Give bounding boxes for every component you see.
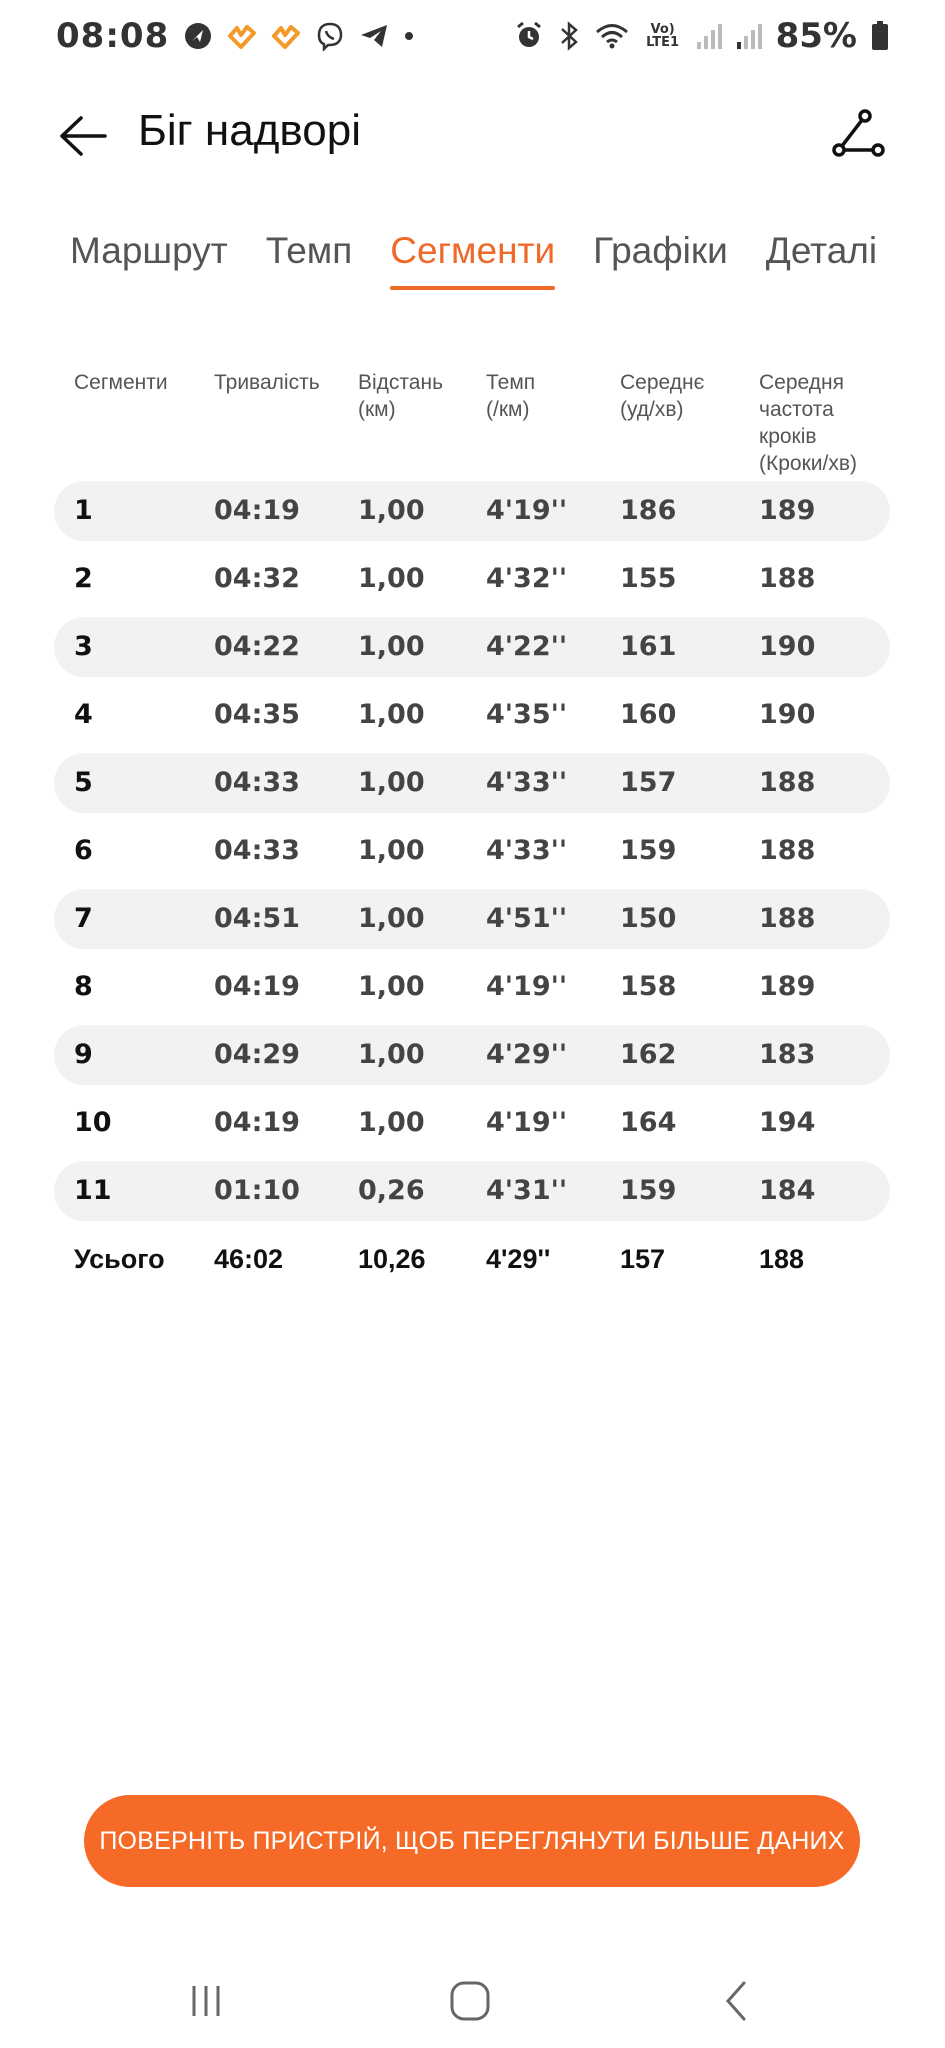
lte-icon <box>644 23 682 49</box>
cell-distance: 0,26 <box>358 1175 425 1206</box>
cell-duration: 04:29 <box>214 1039 300 1070</box>
cell-distance: 1,00 <box>358 903 425 934</box>
table-row <box>54 1025 890 1085</box>
cell-segment: 3 <box>74 631 93 662</box>
cell-heart-rate: 150 <box>620 903 677 934</box>
recent-apps-icon <box>186 1981 226 2026</box>
total-heart-rate: 157 <box>620 1244 666 1274</box>
segments-table <box>54 365 890 1297</box>
cell-distance: 1,00 <box>358 563 425 594</box>
rotate-device-button[interactable]: ПОВЕРНІТЬ ПРИСТРІЙ, ЩОБ ПЕРЕГЛЯНУТИ БІЛЬШЕ ДАНИХ <box>84 1795 860 1887</box>
table-header <box>54 365 890 481</box>
column-header-pace: Темп (/км) <box>486 371 536 421</box>
cell-duration: 04:33 <box>214 767 300 798</box>
recent-apps-button[interactable] <box>176 1978 236 2028</box>
cell-cadence: 188 <box>759 563 816 594</box>
cell-cadence: 184 <box>759 1175 816 1206</box>
cell-heart-rate: 160 <box>620 699 677 730</box>
cell-distance: 1,00 <box>358 631 425 662</box>
wifi-icon <box>594 21 630 51</box>
cell-cadence: 188 <box>759 903 816 934</box>
cell-segment: 6 <box>74 835 93 866</box>
total-pace: 4'29'' <box>486 1244 551 1274</box>
cell-heart-rate: 158 <box>620 971 677 1002</box>
telegram-icon <box>359 22 389 50</box>
cell-heart-rate: 162 <box>620 1039 677 1070</box>
cell-segment: 9 <box>74 1039 93 1070</box>
column-header-heart-rate: Середнє (уд/хв) <box>620 371 705 421</box>
cell-pace: 4'35'' <box>486 699 568 730</box>
system-navigation-bar <box>0 1960 945 2048</box>
cell-duration: 04:22 <box>214 631 300 662</box>
tab-bar <box>0 230 945 302</box>
cell-duration: 04:19 <box>214 495 300 526</box>
tab-pace[interactable]: Темп <box>265 230 353 271</box>
cell-duration: 04:35 <box>214 699 300 730</box>
battery-icon <box>871 21 889 51</box>
network-label: Vo) LTE1 <box>646 22 680 50</box>
bluetooth-icon <box>558 21 580 51</box>
cell-duration: 04:32 <box>214 563 300 594</box>
table-row <box>54 481 890 541</box>
tab-route[interactable]: Маршрут <box>70 230 228 271</box>
cell-segment: 11 <box>74 1175 112 1206</box>
total-duration: 46:02 <box>214 1244 284 1274</box>
cell-segment: 4 <box>74 699 93 730</box>
cell-distance: 1,00 <box>358 1107 425 1138</box>
cell-heart-rate: 164 <box>620 1107 677 1138</box>
column-header-cadence: Середня частота кроків (Кроки/хв) <box>759 371 857 475</box>
cell-pace: 4'19'' <box>486 1107 568 1138</box>
route-button[interactable] <box>829 106 889 166</box>
table-row <box>54 957 890 1017</box>
table-row <box>54 1093 890 1153</box>
table-row <box>54 1161 890 1221</box>
cell-distance: 1,00 <box>358 495 425 526</box>
cell-segment: 10 <box>74 1107 112 1138</box>
cell-pace: 4'51'' <box>486 903 568 934</box>
route-icon <box>831 108 887 165</box>
cell-cadence: 188 <box>759 835 816 866</box>
cell-distance: 1,00 <box>358 1039 425 1070</box>
total-segment: Усього <box>74 1244 165 1274</box>
cell-segment: 1 <box>74 495 93 526</box>
app-bar <box>0 92 945 180</box>
cell-cadence: 190 <box>759 631 816 662</box>
status-time: 08:08 <box>56 16 170 56</box>
cell-pace: 4'19'' <box>486 495 568 526</box>
cell-segment: 8 <box>74 971 93 1002</box>
cell-cadence: 190 <box>759 699 816 730</box>
table-total-row <box>54 1229 890 1289</box>
back-nav-button[interactable] <box>706 1978 766 2028</box>
table-row <box>54 889 890 949</box>
navigation-icon <box>183 21 213 51</box>
cell-cadence: 183 <box>759 1039 816 1070</box>
alarm-icon <box>514 21 544 51</box>
cell-distance: 1,00 <box>358 971 425 1002</box>
cell-duration: 01:10 <box>214 1175 300 1206</box>
column-header-segments: Сегменти <box>74 371 168 394</box>
cell-segment: 2 <box>74 563 93 594</box>
signal-icon <box>696 22 722 50</box>
cell-cadence: 194 <box>759 1107 816 1138</box>
cell-distance: 1,00 <box>358 767 425 798</box>
status-left <box>56 16 415 56</box>
cell-segment: 7 <box>74 903 93 934</box>
cell-duration: 04:19 <box>214 1107 300 1138</box>
cell-heart-rate: 159 <box>620 835 677 866</box>
cell-pace: 4'29'' <box>486 1039 568 1070</box>
viber-icon <box>315 21 345 51</box>
signal-icon <box>736 22 762 50</box>
tab-segments[interactable]: Сегменти <box>390 230 555 286</box>
home-icon <box>448 1979 492 2028</box>
table-row <box>54 685 890 745</box>
cell-heart-rate: 159 <box>620 1175 677 1206</box>
cell-distance: 1,00 <box>358 699 425 730</box>
cell-heart-rate: 157 <box>620 767 677 798</box>
heart-rate-icon <box>271 23 301 49</box>
column-header-distance: Відстань (км) <box>358 371 444 421</box>
cell-cadence: 189 <box>759 971 816 1002</box>
battery-percent: 85% <box>775 16 857 56</box>
heart-rate-icon <box>227 23 257 49</box>
cell-cadence: 188 <box>759 767 816 798</box>
cell-pace: 4'32'' <box>486 563 568 594</box>
cell-pace: 4'33'' <box>486 767 568 798</box>
cell-duration: 04:51 <box>214 903 300 934</box>
status-bar <box>0 0 945 72</box>
table-row <box>54 821 890 881</box>
cell-heart-rate: 155 <box>620 563 677 594</box>
tab-details[interactable]: Деталі <box>765 230 878 271</box>
cell-segment: 5 <box>74 767 93 798</box>
table-row <box>54 753 890 813</box>
back-icon <box>718 1979 754 2028</box>
cell-pace: 4'19'' <box>486 971 568 1002</box>
cell-duration: 04:19 <box>214 971 300 1002</box>
home-button[interactable] <box>440 1978 500 2028</box>
table-body <box>54 481 890 1289</box>
tab-charts[interactable]: Графіки <box>593 230 728 271</box>
total-distance: 10,26 <box>358 1244 426 1274</box>
cell-pace: 4'33'' <box>486 835 568 866</box>
cell-distance: 1,00 <box>358 835 425 866</box>
cell-cadence: 189 <box>759 495 816 526</box>
column-header-duration: Тривалість <box>214 371 320 394</box>
table-row <box>54 549 890 609</box>
cell-heart-rate: 186 <box>620 495 677 526</box>
cell-heart-rate: 161 <box>620 631 677 662</box>
cell-duration: 04:33 <box>214 835 300 866</box>
total-cadence: 188 <box>759 1244 805 1274</box>
table-row <box>54 617 890 677</box>
back-button[interactable] <box>56 112 108 164</box>
dot-icon <box>403 30 415 42</box>
cell-pace: 4'31'' <box>486 1175 568 1206</box>
page-title: Біг надворі <box>138 106 361 155</box>
status-right <box>514 16 889 56</box>
arrow-left-icon <box>57 114 107 163</box>
cell-pace: 4'22'' <box>486 631 568 662</box>
